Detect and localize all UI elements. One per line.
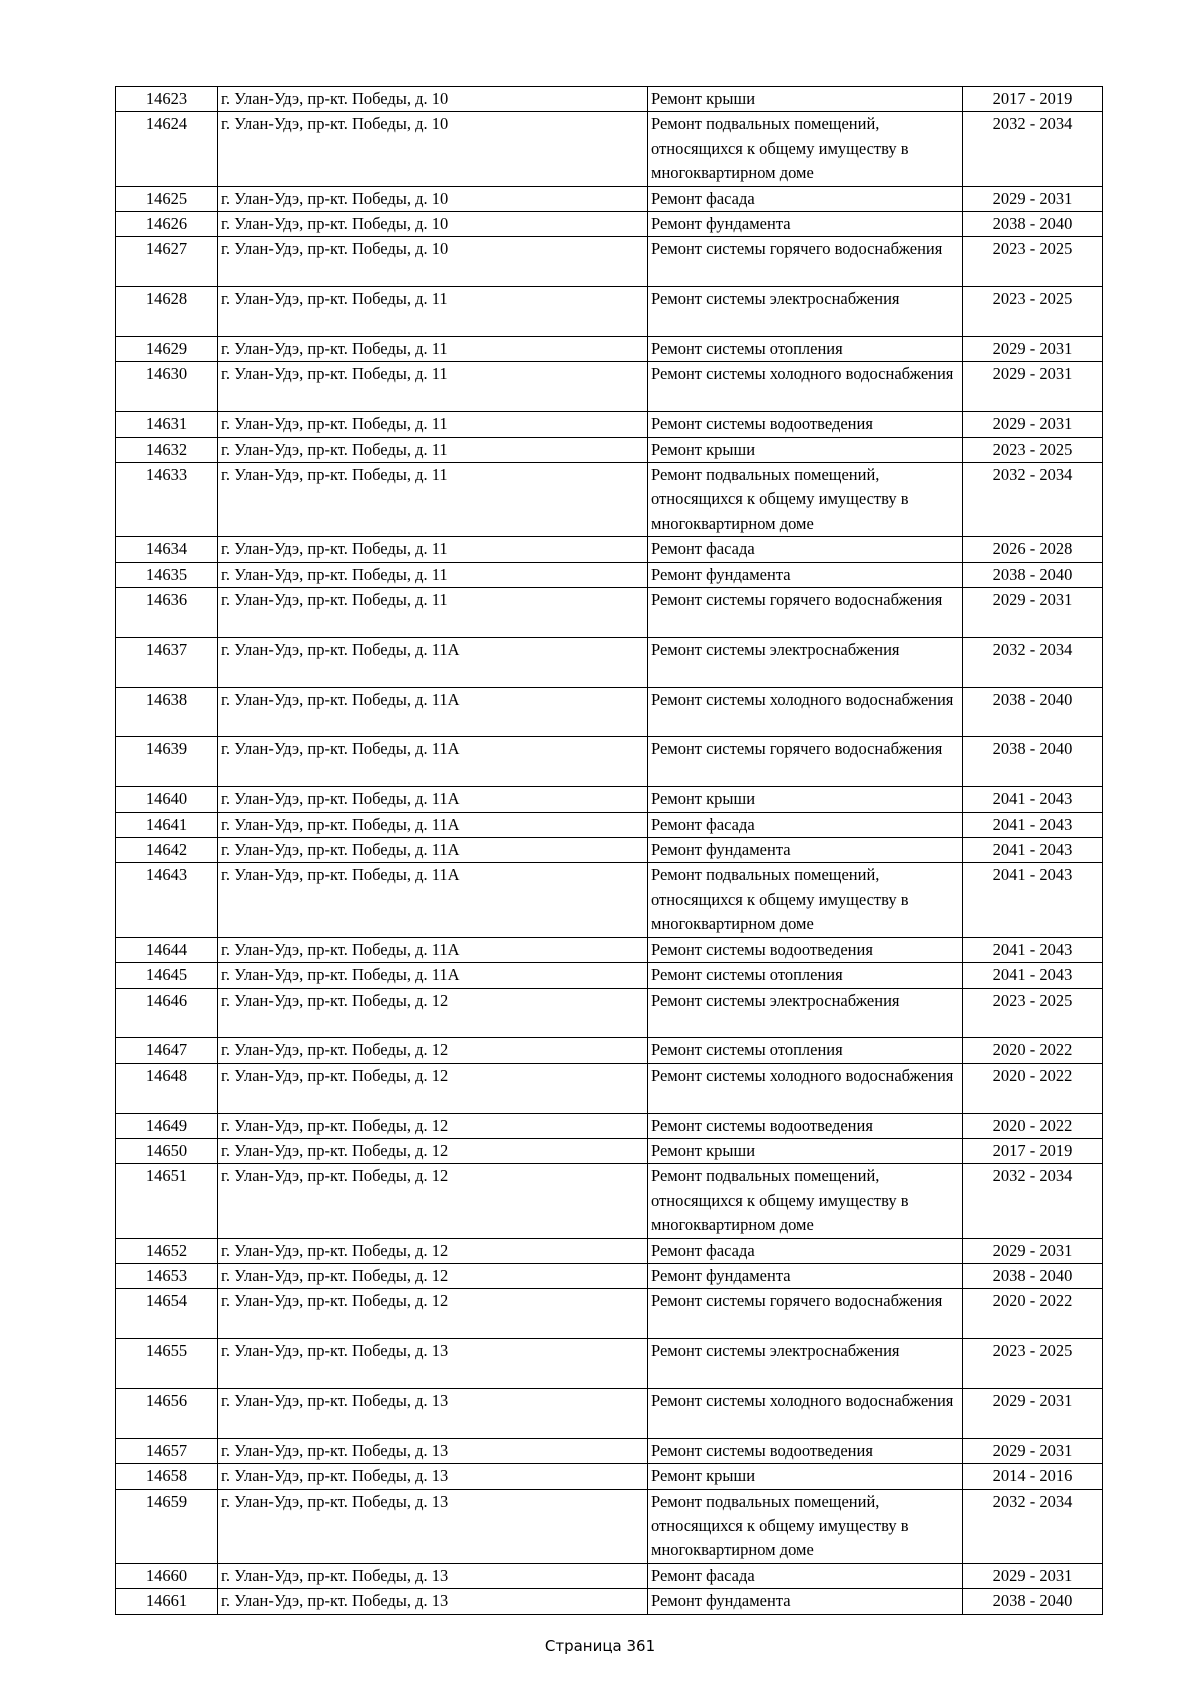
- period-cell: 2020 - 2022: [963, 1038, 1103, 1063]
- work-type-cell: Ремонт системы холодного водоснабжения: [648, 687, 963, 737]
- period-cell: 2032 - 2034: [963, 463, 1103, 537]
- table-row: [116, 87, 1103, 112]
- row-id-cell: 14657: [116, 1438, 218, 1463]
- work-type-cell: Ремонт фасада: [648, 1238, 963, 1263]
- row-id-cell: 14658: [116, 1464, 218, 1489]
- period-cell: 2029 - 2031: [963, 1438, 1103, 1463]
- row-id-cell: 14652: [116, 1238, 218, 1263]
- address-cell: г. Улан-Удэ, пр-кт. Победы, д. 13: [218, 1464, 648, 1489]
- table-row: [116, 1489, 1103, 1563]
- registry-table: [115, 86, 1103, 1615]
- row-id-cell: 14632: [116, 437, 218, 462]
- address-cell: г. Улан-Удэ, пр-кт. Победы, д. 12: [218, 1238, 648, 1263]
- work-type-cell: Ремонт системы горячего водоснабжения: [648, 737, 963, 787]
- row-id-cell: 14651: [116, 1164, 218, 1238]
- work-type-cell: Ремонт системы холодного водоснабжения: [648, 1063, 963, 1113]
- address-cell: г. Улан-Удэ, пр-кт. Победы, д. 10: [218, 112, 648, 186]
- period-cell: 2038 - 2040: [963, 212, 1103, 237]
- work-type-cell: Ремонт фундамента: [648, 212, 963, 237]
- address-cell: г. Улан-Удэ, пр-кт. Победы, д. 11А: [218, 812, 648, 837]
- address-cell: г. Улан-Удэ, пр-кт. Победы, д. 11А: [218, 637, 648, 687]
- row-id-cell: 14629: [116, 337, 218, 362]
- period-cell: 2038 - 2040: [963, 1589, 1103, 1614]
- row-id-cell: 14626: [116, 212, 218, 237]
- row-id-cell: 14631: [116, 412, 218, 437]
- period-cell: 2041 - 2043: [963, 787, 1103, 812]
- work-type-cell: Ремонт системы водоотведения: [648, 937, 963, 962]
- row-id-cell: 14650: [116, 1138, 218, 1163]
- row-id-cell: 14639: [116, 737, 218, 787]
- table-row: [116, 1038, 1103, 1063]
- registry-table-body: [116, 87, 1103, 1615]
- table-row: [116, 988, 1103, 1038]
- work-type-cell: Ремонт фасада: [648, 1563, 963, 1588]
- row-id-cell: 14659: [116, 1489, 218, 1563]
- table-row: [116, 812, 1103, 837]
- table-row: [116, 1388, 1103, 1438]
- row-id-cell: 14636: [116, 588, 218, 638]
- address-cell: г. Улан-Удэ, пр-кт. Победы, д. 11А: [218, 687, 648, 737]
- work-type-cell: Ремонт фундамента: [648, 838, 963, 863]
- work-type-cell: Ремонт системы электроснабжения: [648, 637, 963, 687]
- row-id-cell: 14625: [116, 186, 218, 211]
- period-cell: 2023 - 2025: [963, 1339, 1103, 1389]
- work-type-cell: Ремонт фундамента: [648, 562, 963, 587]
- table-row: [116, 1339, 1103, 1389]
- table-row: [116, 1164, 1103, 1238]
- period-cell: 2026 - 2028: [963, 537, 1103, 562]
- row-id-cell: 14641: [116, 812, 218, 837]
- address-cell: г. Улан-Удэ, пр-кт. Победы, д. 11А: [218, 787, 648, 812]
- table-row: [116, 212, 1103, 237]
- work-type-cell: Ремонт крыши: [648, 87, 963, 112]
- table-row: [116, 287, 1103, 337]
- table-row: [116, 937, 1103, 962]
- row-id-cell: 14649: [116, 1113, 218, 1138]
- work-type-cell: Ремонт системы водоотведения: [648, 1438, 963, 1463]
- period-cell: 2032 - 2034: [963, 1164, 1103, 1238]
- address-cell: г. Улан-Удэ, пр-кт. Победы, д. 11А: [218, 937, 648, 962]
- row-id-cell: 14642: [116, 838, 218, 863]
- address-cell: г. Улан-Удэ, пр-кт. Победы, д. 13: [218, 1489, 648, 1563]
- address-cell: г. Улан-Удэ, пр-кт. Победы, д. 13: [218, 1339, 648, 1389]
- row-id-cell: 14634: [116, 537, 218, 562]
- period-cell: 2014 - 2016: [963, 1464, 1103, 1489]
- table-row: [116, 1238, 1103, 1263]
- period-cell: 2023 - 2025: [963, 437, 1103, 462]
- work-type-cell: Ремонт системы холодного водоснабжения: [648, 362, 963, 412]
- row-id-cell: 14630: [116, 362, 218, 412]
- table-row: [116, 1563, 1103, 1588]
- table-row: [116, 437, 1103, 462]
- period-cell: 2041 - 2043: [963, 963, 1103, 988]
- table-row: [116, 362, 1103, 412]
- work-type-cell: Ремонт системы отопления: [648, 337, 963, 362]
- work-type-cell: Ремонт крыши: [648, 437, 963, 462]
- table-row: [116, 237, 1103, 287]
- period-cell: 2029 - 2031: [963, 1563, 1103, 1588]
- table-row: [116, 588, 1103, 638]
- table-row: [116, 463, 1103, 537]
- work-type-cell: Ремонт фасада: [648, 186, 963, 211]
- period-cell: 2029 - 2031: [963, 337, 1103, 362]
- period-cell: 2017 - 2019: [963, 1138, 1103, 1163]
- address-cell: г. Улан-Удэ, пр-кт. Победы, д. 11: [218, 588, 648, 638]
- period-cell: 2032 - 2034: [963, 1489, 1103, 1563]
- row-id-cell: 14640: [116, 787, 218, 812]
- address-cell: г. Улан-Удэ, пр-кт. Победы, д. 12: [218, 1138, 648, 1163]
- work-type-cell: Ремонт подвальных помещений, относящихся к общему имуществу в многоквартирном доме: [648, 112, 963, 186]
- address-cell: г. Улан-Удэ, пр-кт. Победы, д. 12: [218, 1164, 648, 1238]
- period-cell: 2041 - 2043: [963, 863, 1103, 937]
- work-type-cell: Ремонт подвальных помещений, относящихся к общему имуществу в многоквартирном доме: [648, 1164, 963, 1238]
- address-cell: г. Улан-Удэ, пр-кт. Победы, д. 11: [218, 337, 648, 362]
- row-id-cell: 14633: [116, 463, 218, 537]
- address-cell: г. Улан-Удэ, пр-кт. Победы, д. 13: [218, 1589, 648, 1614]
- table-row: [116, 787, 1103, 812]
- work-type-cell: Ремонт системы горячего водоснабжения: [648, 237, 963, 287]
- address-cell: г. Улан-Удэ, пр-кт. Победы, д. 13: [218, 1563, 648, 1588]
- page-number: Страница 361: [544, 1637, 656, 1655]
- work-type-cell: Ремонт подвальных помещений, относящихся к общему имуществу в многоквартирном доме: [648, 463, 963, 537]
- period-cell: 2023 - 2025: [963, 237, 1103, 287]
- address-cell: г. Улан-Удэ, пр-кт. Победы, д. 12: [218, 1063, 648, 1113]
- address-cell: г. Улан-Удэ, пр-кт. Победы, д. 13: [218, 1438, 648, 1463]
- work-type-cell: Ремонт системы горячего водоснабжения: [648, 588, 963, 638]
- address-cell: г. Улан-Удэ, пр-кт. Победы, д. 11А: [218, 838, 648, 863]
- work-type-cell: Ремонт системы водоотведения: [648, 412, 963, 437]
- table-row: [116, 863, 1103, 937]
- address-cell: г. Улан-Удэ, пр-кт. Победы, д. 11А: [218, 963, 648, 988]
- work-type-cell: Ремонт крыши: [648, 1138, 963, 1163]
- period-cell: 2038 - 2040: [963, 687, 1103, 737]
- address-cell: г. Улан-Удэ, пр-кт. Победы, д. 13: [218, 1388, 648, 1438]
- address-cell: г. Улан-Удэ, пр-кт. Победы, д. 10: [218, 87, 648, 112]
- table-row: [116, 1589, 1103, 1614]
- period-cell: 2032 - 2034: [963, 637, 1103, 687]
- table-row: [116, 637, 1103, 687]
- row-id-cell: 14644: [116, 937, 218, 962]
- address-cell: г. Улан-Удэ, пр-кт. Победы, д. 11: [218, 437, 648, 462]
- period-cell: 2038 - 2040: [963, 562, 1103, 587]
- address-cell: г. Улан-Удэ, пр-кт. Победы, д. 10: [218, 212, 648, 237]
- period-cell: 2038 - 2040: [963, 737, 1103, 787]
- table-row: [116, 1289, 1103, 1339]
- work-type-cell: Ремонт подвальных помещений, относящихся к общему имуществу в многоквартирном доме: [648, 1489, 963, 1563]
- work-type-cell: Ремонт системы электроснабжения: [648, 287, 963, 337]
- work-type-cell: Ремонт фундамента: [648, 1589, 963, 1614]
- row-id-cell: 14660: [116, 1563, 218, 1588]
- work-type-cell: Ремонт подвальных помещений, относящихся к общему имуществу в многоквартирном доме: [648, 863, 963, 937]
- row-id-cell: 14623: [116, 87, 218, 112]
- work-type-cell: Ремонт фасада: [648, 812, 963, 837]
- work-type-cell: Ремонт системы электроснабжения: [648, 988, 963, 1038]
- period-cell: 2029 - 2031: [963, 588, 1103, 638]
- table-row: [116, 112, 1103, 186]
- work-type-cell: Ремонт системы водоотведения: [648, 1113, 963, 1138]
- row-id-cell: 14648: [116, 1063, 218, 1113]
- address-cell: г. Улан-Удэ, пр-кт. Победы, д. 11: [218, 362, 648, 412]
- table-row: [116, 412, 1103, 437]
- period-cell: 2038 - 2040: [963, 1263, 1103, 1288]
- row-id-cell: 14655: [116, 1339, 218, 1389]
- row-id-cell: 14637: [116, 637, 218, 687]
- period-cell: 2029 - 2031: [963, 1238, 1103, 1263]
- address-cell: г. Улан-Удэ, пр-кт. Победы, д. 11А: [218, 863, 648, 937]
- row-id-cell: 14635: [116, 562, 218, 587]
- work-type-cell: Ремонт системы электроснабжения: [648, 1339, 963, 1389]
- row-id-cell: 14654: [116, 1289, 218, 1339]
- row-id-cell: 14643: [116, 863, 218, 937]
- row-id-cell: 14646: [116, 988, 218, 1038]
- table-row: [116, 1138, 1103, 1163]
- table-row: [116, 337, 1103, 362]
- address-cell: г. Улан-Удэ, пр-кт. Победы, д. 10: [218, 186, 648, 211]
- period-cell: 2017 - 2019: [963, 87, 1103, 112]
- address-cell: г. Улан-Удэ, пр-кт. Победы, д. 12: [218, 988, 648, 1038]
- table-row: [116, 1464, 1103, 1489]
- address-cell: г. Улан-Удэ, пр-кт. Победы, д. 12: [218, 1289, 648, 1339]
- row-id-cell: 14653: [116, 1263, 218, 1288]
- table-row: [116, 1438, 1103, 1463]
- address-cell: г. Улан-Удэ, пр-кт. Победы, д. 10: [218, 237, 648, 287]
- row-id-cell: 14628: [116, 287, 218, 337]
- period-cell: 2029 - 2031: [963, 362, 1103, 412]
- row-id-cell: 14647: [116, 1038, 218, 1063]
- address-cell: г. Улан-Удэ, пр-кт. Победы, д. 11: [218, 562, 648, 587]
- table-row: [116, 562, 1103, 587]
- period-cell: 2029 - 2031: [963, 1388, 1103, 1438]
- row-id-cell: 14638: [116, 687, 218, 737]
- table-row: [116, 737, 1103, 787]
- address-cell: г. Улан-Удэ, пр-кт. Победы, д. 11А: [218, 737, 648, 787]
- period-cell: 2029 - 2031: [963, 186, 1103, 211]
- period-cell: 2020 - 2022: [963, 1063, 1103, 1113]
- row-id-cell: 14627: [116, 237, 218, 287]
- table-row: [116, 537, 1103, 562]
- period-cell: 2029 - 2031: [963, 412, 1103, 437]
- address-cell: г. Улан-Удэ, пр-кт. Победы, д. 11: [218, 412, 648, 437]
- period-cell: 2032 - 2034: [963, 112, 1103, 186]
- table-row: [116, 963, 1103, 988]
- table-row: [116, 1263, 1103, 1288]
- address-cell: г. Улан-Удэ, пр-кт. Победы, д. 12: [218, 1263, 648, 1288]
- work-type-cell: Ремонт системы горячего водоснабжения: [648, 1289, 963, 1339]
- address-cell: г. Улан-Удэ, пр-кт. Победы, д. 12: [218, 1113, 648, 1138]
- period-cell: 2020 - 2022: [963, 1289, 1103, 1339]
- work-type-cell: Ремонт системы холодного водоснабжения: [648, 1388, 963, 1438]
- work-type-cell: Ремонт крыши: [648, 787, 963, 812]
- period-cell: 2041 - 2043: [963, 812, 1103, 837]
- table-row: [116, 687, 1103, 737]
- period-cell: 2023 - 2025: [963, 287, 1103, 337]
- work-type-cell: Ремонт системы отопления: [648, 963, 963, 988]
- row-id-cell: 14624: [116, 112, 218, 186]
- period-cell: 2041 - 2043: [963, 838, 1103, 863]
- address-cell: г. Улан-Удэ, пр-кт. Победы, д. 11: [218, 463, 648, 537]
- work-type-cell: Ремонт крыши: [648, 1464, 963, 1489]
- table-row: [116, 1063, 1103, 1113]
- period-cell: 2041 - 2043: [963, 937, 1103, 962]
- row-id-cell: 14661: [116, 1589, 218, 1614]
- period-cell: 2023 - 2025: [963, 988, 1103, 1038]
- address-cell: г. Улан-Удэ, пр-кт. Победы, д. 11: [218, 537, 648, 562]
- address-cell: г. Улан-Удэ, пр-кт. Победы, д. 12: [218, 1038, 648, 1063]
- table-row: [116, 838, 1103, 863]
- address-cell: г. Улан-Удэ, пр-кт. Победы, д. 11: [218, 287, 648, 337]
- table-row: [116, 1113, 1103, 1138]
- row-id-cell: 14645: [116, 963, 218, 988]
- row-id-cell: 14656: [116, 1388, 218, 1438]
- work-type-cell: Ремонт системы отопления: [648, 1038, 963, 1063]
- table-row: [116, 186, 1103, 211]
- work-type-cell: Ремонт фасада: [648, 537, 963, 562]
- work-type-cell: Ремонт фундамента: [648, 1263, 963, 1288]
- period-cell: 2020 - 2022: [963, 1113, 1103, 1138]
